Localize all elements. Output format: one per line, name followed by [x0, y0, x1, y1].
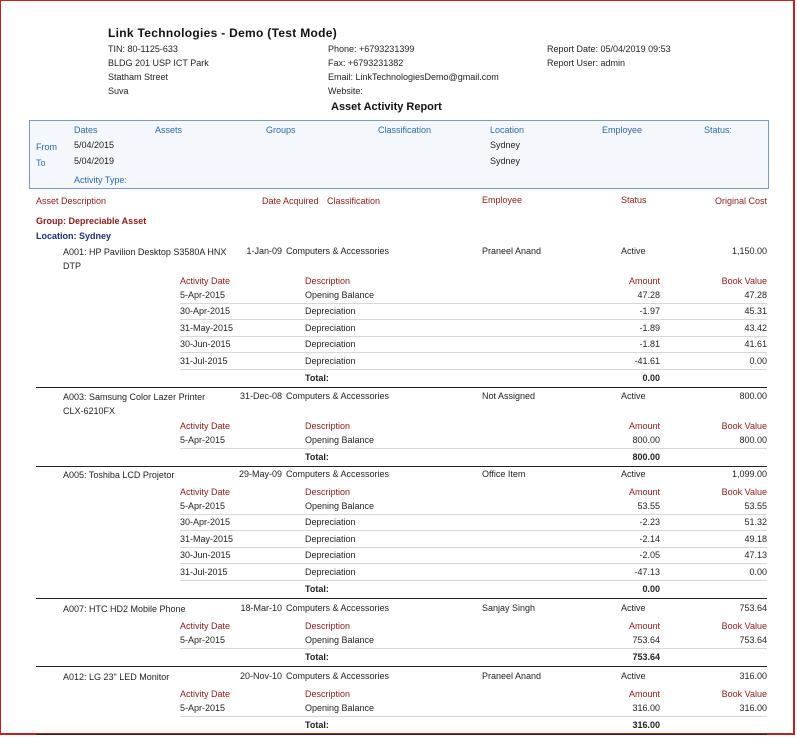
activity-date: 5-Apr-2015 [180, 290, 226, 300]
sub-col-description: Description [305, 276, 351, 286]
activity-amount: -41.61 [634, 355, 660, 366]
asset-total: 0.00 [642, 373, 660, 383]
asset-name-cont: CLX-6210FX [63, 406, 116, 416]
company-address2: Statham Street [108, 72, 169, 82]
activity-date: 5-Apr-2015 [180, 635, 226, 645]
activity-description: Depreciation [305, 566, 356, 577]
activity-book-value: 53.55 [744, 501, 767, 511]
col-status: Status [621, 195, 647, 205]
asset-name: A007: HTC HD2 Mobile Phone [63, 604, 186, 614]
filter-to-label: To [36, 158, 46, 168]
company-address1: BLDG 201 USP ICT Park [108, 58, 209, 68]
sub-col-description: Description [305, 487, 351, 497]
asset-date-acquired: 18-Mar-10 [240, 603, 282, 613]
group-label: Group: Depreciable Asset [36, 216, 147, 226]
activity-row-divider [180, 716, 767, 717]
col-classification: Classification [327, 196, 381, 206]
company-tin: TIN: 80-1125-633 [108, 44, 178, 54]
activity-amount: -47.13 [634, 566, 660, 577]
asset-date-acquired: 29-May-09 [238, 469, 282, 479]
total-label: Total: [305, 720, 329, 731]
sub-col-activity-date: Activity Date [180, 421, 231, 431]
asset-classification: Computers & Accessories [286, 246, 390, 256]
asset-section-divider [36, 598, 767, 599]
asset-section-divider [36, 466, 767, 467]
asset-total: 316.00 [632, 720, 660, 731]
asset-employee: Praneel Anand [482, 246, 542, 256]
col-date-acquired: Date Acquired [262, 196, 319, 206]
asset-section-divider [36, 734, 767, 735]
company-phone: Phone: +6793231399 [328, 44, 415, 54]
asset-classification: Computers & Accessories [286, 671, 390, 681]
activity-description: Depreciation [305, 517, 356, 528]
asset-name-cont: DTP [63, 261, 81, 271]
asset-classification: Computers & Accessories [286, 603, 390, 613]
sub-col-amount: Amount [628, 487, 660, 497]
asset-status: Active [621, 469, 646, 479]
activity-description: Depreciation [305, 533, 356, 544]
asset-section-divider [36, 666, 767, 667]
filter-from-label: From [36, 142, 57, 152]
sub-col-amount: Amount [628, 689, 660, 699]
filter-header-status: Status: [704, 125, 733, 135]
sub-col-book-value: Book Value [721, 421, 767, 431]
filter-header-location: Location [490, 125, 525, 135]
asset-employee: Office Item [482, 469, 526, 479]
total-label: Total: [305, 452, 329, 463]
company-website: Website: [328, 86, 363, 96]
asset-original-cost: 1,099.00 [731, 469, 767, 479]
activity-book-value: 316.00 [739, 703, 767, 713]
col-asset-description: Asset Description [36, 196, 107, 206]
asset-status: Active [621, 246, 646, 256]
sub-col-activity-date: Activity Date [180, 689, 231, 699]
activity-date: 30-Apr-2015 [180, 517, 231, 528]
asset-employee: Praneel Anand [482, 671, 542, 681]
report-title: Asset Activity Report [331, 101, 442, 113]
asset-original-cost: 316.00 [739, 671, 767, 681]
sub-col-book-value: Book Value [721, 487, 767, 497]
activity-book-value: 45.31 [744, 306, 767, 317]
asset-status: Active [621, 671, 646, 681]
asset-employee: Not Assigned [482, 391, 536, 401]
activity-date: 5-Apr-2015 [180, 501, 226, 511]
activity-date: 31-May-2015 [180, 533, 234, 544]
activity-book-value: 47.28 [744, 290, 767, 300]
activity-date: 30-Apr-2015 [180, 306, 231, 317]
activity-row-divider [180, 530, 767, 531]
sub-col-activity-date: Activity Date [180, 487, 231, 497]
activity-amount: 47.28 [637, 290, 660, 300]
activity-description: Depreciation [305, 306, 356, 317]
activity-row-divider [180, 448, 767, 449]
activity-amount: -1.89 [639, 322, 660, 333]
activity-row-divider [180, 352, 767, 353]
activity-row-divider [180, 303, 767, 304]
filter-header-employee: Employee [602, 125, 643, 135]
sub-col-book-value: Book Value [721, 689, 767, 699]
asset-name: A012: LG 23" LED Monitor [63, 672, 170, 682]
activity-book-value: 0.00 [749, 566, 767, 577]
asset-section-divider [36, 387, 767, 388]
sub-col-description: Description [305, 689, 351, 699]
activity-book-value: 51.32 [744, 517, 767, 528]
filter-date-from: 5/04/2015 [74, 140, 115, 150]
filter-location-to: Sydney [490, 156, 521, 166]
total-label: Total: [305, 652, 329, 663]
sub-col-amount: Amount [628, 421, 660, 431]
sub-col-activity-date: Activity Date [180, 276, 231, 286]
filter-header-dates: Dates [74, 125, 98, 135]
sub-col-book-value: Book Value [721, 621, 767, 631]
activity-row-divider [180, 319, 767, 320]
activity-description: Opening Balance [305, 290, 375, 300]
activity-row-divider [180, 648, 767, 649]
filter-header-groups: Groups [266, 125, 296, 135]
activity-amount: 316.00 [632, 703, 660, 713]
asset-employee: Sanjay Singh [482, 603, 536, 613]
asset-total: 800.00 [632, 452, 660, 463]
location-label: Location: Sydney [36, 231, 112, 241]
filter-header-assets: Assets [155, 125, 183, 135]
company-city: Suva [108, 86, 129, 96]
activity-row-divider [180, 369, 767, 370]
sub-col-description: Description [305, 621, 351, 631]
asset-total: 753.64 [632, 652, 660, 663]
activity-book-value: 49.18 [744, 533, 767, 544]
activity-amount: 753.64 [632, 635, 660, 645]
activity-date: 30-Jun-2015 [180, 550, 231, 561]
asset-original-cost: 1,150.00 [731, 246, 767, 256]
activity-amount: -2.05 [639, 550, 660, 561]
activity-row-divider [180, 336, 767, 337]
activity-row-divider [180, 580, 767, 581]
asset-name: A001: HP Pavilion Desktop S3580A HNX [63, 247, 227, 257]
asset-date-acquired: 1-Jan-09 [246, 246, 282, 256]
activity-description: Opening Balance [305, 703, 375, 713]
sub-col-book-value: Book Value [721, 276, 767, 286]
activity-date: 31-May-2015 [180, 322, 234, 333]
activity-amount: -1.81 [639, 339, 660, 350]
filter-location-from: Sydney [490, 140, 521, 150]
activity-amount: -2.23 [639, 517, 660, 528]
company-fax: Fax: +6793231382 [328, 58, 404, 68]
asset-date-acquired: 20-Nov-10 [239, 671, 282, 681]
asset-total: 0.00 [642, 584, 660, 594]
total-label: Total: [305, 373, 329, 383]
asset-date-acquired: 31-Dec-08 [239, 391, 282, 401]
col-employee: Employee [482, 195, 523, 205]
asset-status: Active [621, 391, 646, 401]
sub-col-amount: Amount [628, 621, 660, 631]
activity-date: 5-Apr-2015 [180, 703, 226, 713]
asset-status: Active [621, 603, 646, 613]
activity-amount: 53.55 [637, 501, 660, 511]
activity-date: 5-Apr-2015 [180, 435, 226, 445]
activity-book-value: 47.13 [744, 550, 767, 561]
filter-activity-type-label: Activity Type: [74, 175, 127, 185]
sub-col-amount: Amount [628, 276, 660, 286]
activity-description: Depreciation [305, 339, 356, 350]
activity-description: Opening Balance [305, 635, 375, 645]
activity-book-value: 0.00 [749, 355, 767, 366]
asset-original-cost: 753.64 [739, 603, 767, 613]
activity-amount: -2.14 [639, 533, 660, 544]
sub-col-activity-date: Activity Date [180, 621, 231, 631]
activity-row-divider [180, 547, 767, 548]
activity-row-divider [180, 514, 767, 515]
activity-description: Depreciation [305, 550, 356, 561]
activity-book-value: 43.42 [744, 322, 767, 333]
report-user: Report User: admin [547, 58, 626, 68]
activity-book-value: 800.00 [739, 435, 767, 445]
report-date: Report Date: 05/04/2019 09:53 [547, 44, 671, 54]
asset-classification: Computers & Accessories [286, 469, 390, 479]
activity-amount: -1.97 [639, 306, 660, 317]
asset-name: A005: Toshiba LCD Projetor [63, 470, 175, 480]
asset-name: A003: Samsung Color Lazer Printer [63, 392, 206, 402]
activity-book-value: 753.64 [739, 635, 767, 645]
asset-classification: Computers & Accessories [286, 391, 390, 401]
activity-description: Depreciation [305, 322, 356, 333]
col-original-cost: Original Cost [714, 196, 767, 206]
filter-header-classification: Classification [378, 125, 432, 135]
sub-col-description: Description [305, 421, 351, 431]
filter-date-to: 5/04/2019 [74, 156, 115, 166]
activity-description: Opening Balance [305, 501, 375, 511]
asset-original-cost: 800.00 [739, 391, 767, 401]
activity-row-divider [180, 563, 767, 564]
total-label: Total: [305, 584, 329, 594]
activity-date: 30-Jun-2015 [180, 339, 231, 350]
activity-amount: 800.00 [632, 435, 660, 445]
activity-description: Depreciation [305, 355, 356, 366]
company-name: Link Technologies - Demo (Test Mode) [108, 26, 338, 40]
activity-book-value: 41.61 [744, 339, 767, 350]
activity-date: 31-Jul-2015 [180, 566, 228, 577]
activity-description: Opening Balance [305, 435, 375, 445]
activity-date: 31-Jul-2015 [180, 355, 228, 366]
company-email: Email: LinkTechnologiesDemo@gmail.com [328, 72, 499, 82]
